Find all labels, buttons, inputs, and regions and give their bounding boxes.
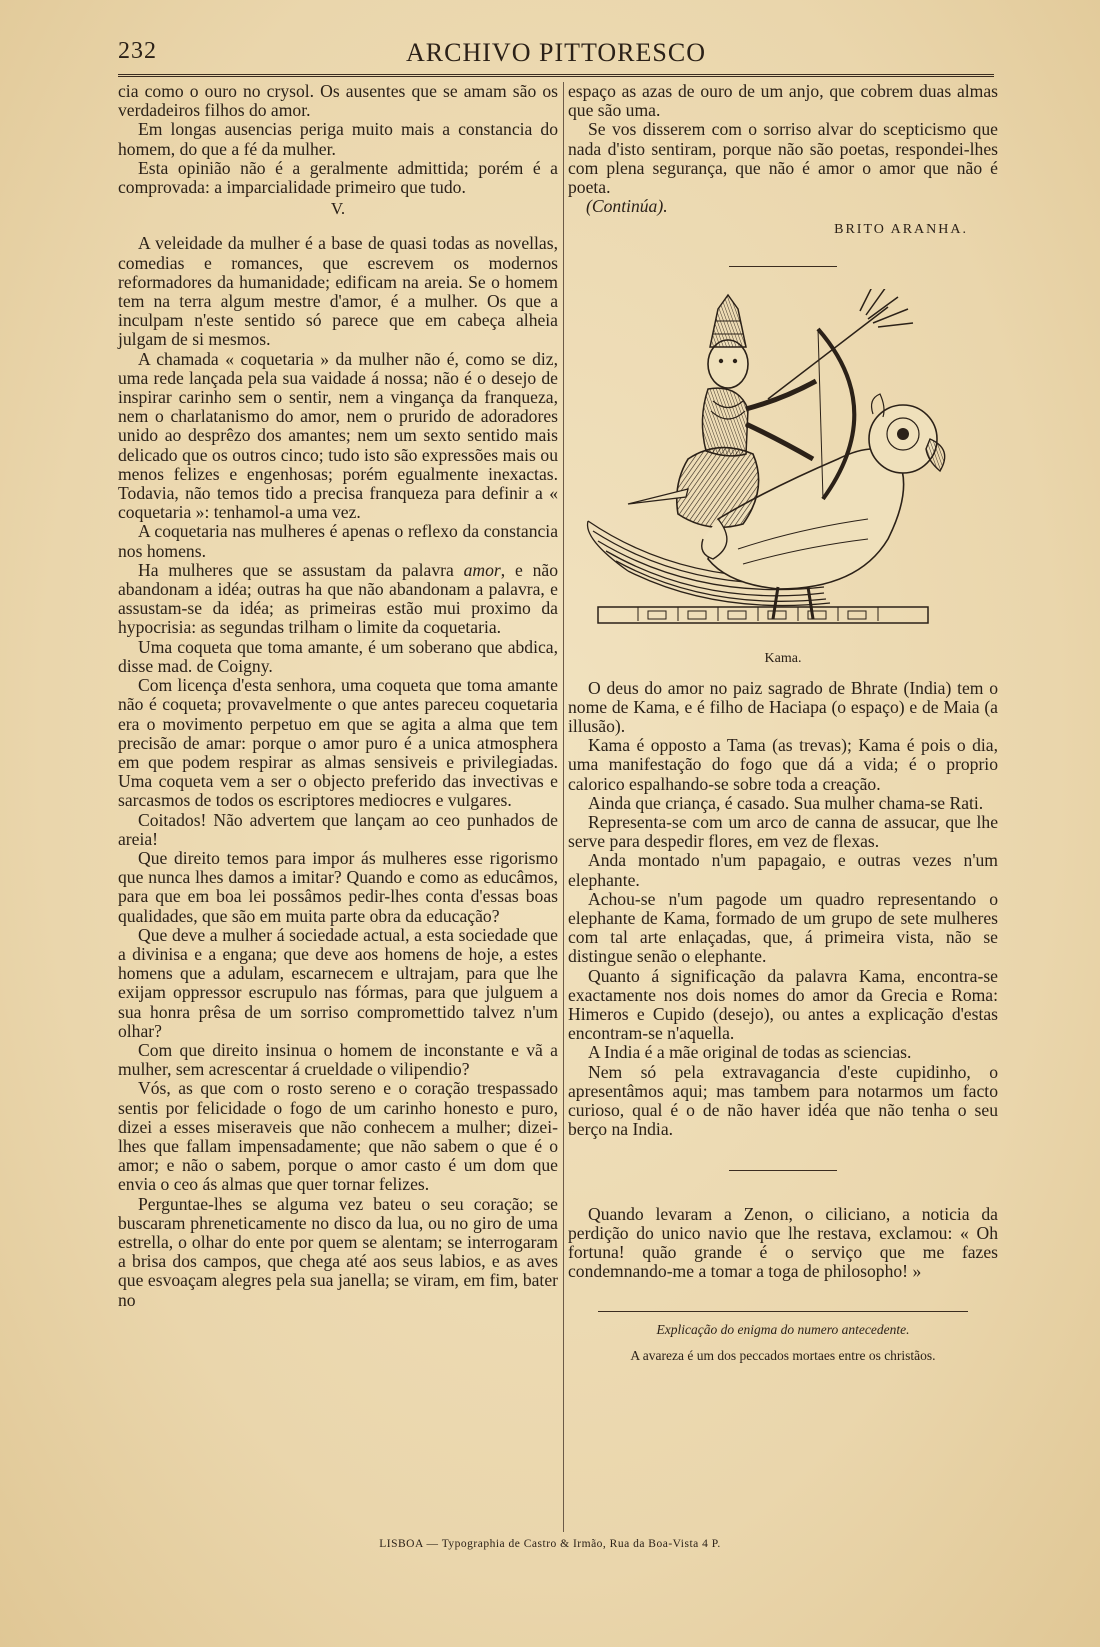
paragraph: Ainda que criança, é casado. Sua mulher chama-se Rati. bbox=[588, 792, 984, 813]
text-run: Ha mulheres que se assustam da palavra bbox=[138, 559, 464, 580]
printer-imprint: LISBOA — Typographia de Castro & Irmão, Rua da Boa-Vista 4 P. bbox=[379, 1538, 721, 1550]
paragraph: A India é a mãe original de todas as sciencias. bbox=[588, 1042, 912, 1063]
paragraph: Representa-se com um arco de canna de assucar, que lhe serve para despedir flores, em vez de flexas. bbox=[568, 812, 998, 852]
kama-illustration bbox=[568, 289, 998, 679]
paragraph: Uma coqueta que toma amante, é um soberano que abdica, disse mad. de Coigny. bbox=[118, 636, 558, 676]
paragraph: Quando levaram a Zenon, o ciliciano, a noticia da perdição do unico navio que lhe restava, exclamou: « Oh fortuna! quão grande é o serviço que me fazes condemnando-me a tomar a toga de philosopho! » bbox=[568, 1203, 998, 1282]
column-divider bbox=[563, 82, 564, 1532]
running-title: ARCHIVO PITTORESCO bbox=[406, 38, 706, 67]
paragraph: Que direito temos para impor ás mulheres esse rigorismo que nunca lhes damos a imitar? Quando e como as educâmos, para que em boa lei possâmos pedir-lhes conta d'essas boas qualidades, que são em muita parte obra da educação? bbox=[118, 847, 558, 926]
paragraph: Kama é opposto a Tama (as trevas); Kama é pois o dia, uma manifestação do fogo que dá a vida; é o proprio calorico espalhando-se sobre toda a creação. bbox=[568, 735, 998, 794]
paragraph: Achou-se n'um pagode um quadro representando o elephante de Kama, formado de um grupo de sete mulheres com tal arte enlaçadas, que, á primeira vista, não se distingue senão o elephante. bbox=[568, 888, 998, 967]
emphasis: amor bbox=[463, 559, 501, 580]
page-number: 232 bbox=[118, 38, 157, 64]
separator-rule bbox=[598, 1311, 968, 1312]
paragraph: Quanto á significação da palavra Kama, encontra-se exactamente nos dois nomes do amor da Grecia e Roma: Himeros e Cupido (desejo), ou antes a explicação d'estas encontram-se n'aquella. bbox=[568, 965, 998, 1044]
paragraph: Perguntae-lhes se alguma vez bateu o seu coração; se buscaram phreneticamente no disco da lua, ou no giro de uma estrella, o olhar do ente por quem se alentam; se interrogaram a brisa dos campos, que chega até aos seus labios, e as aves que esvoaçam alegres pela sua janella; se viram, em fim, bater no bbox=[118, 1193, 558, 1310]
enigma-title: Explicação do enigma do numero antecedente. bbox=[656, 1322, 910, 1338]
text-run: , e não abandonam a idéa; outras ha que não abandonam a palavra, e assustam-se da idéa; as primeiras estão mui proximo da hypocrisia: as segundas trilham o limite da coquetaria. bbox=[118, 559, 558, 638]
paragraph: Que deve a mulher á sociedade actual, a esta sociedade que a divinisa e a engana; que deve aos homens de hoje, a estes homens que a adulam, escarnecem e ultrajam, para que lhe exijam oppressor escrupulo nas fórmas, para que julguem a sua honra prêsa de um sorriso compromettido talvez n'um olhar? bbox=[118, 924, 558, 1041]
paragraph bbox=[118, 561, 558, 638]
separator-rule bbox=[729, 1170, 837, 1171]
paragraph: O deus do amor no paiz sagrado de Bhrate (India) tem o nome de Kama, e é filho de Haciapa (o espaço) e de Maia (a illusão). bbox=[568, 677, 998, 737]
separator-rule bbox=[729, 266, 837, 267]
paragraph: A chamada « coquetaria » da mulher não é, como se diz, uma rede lançada pela sua vaidade á nossa; não é o desejo de inspirar carinho sem o sentir, nem a vingança da franqueza, nem o charlatanismo do amor, nem o prurido de adoradores unido ao desprêzo dos amantes; nem um sexto sentido mais delicado que os outros cinco; tudo isto são expressões mais ou menos felizes e engenhosas; porém egualmente inexactas. Todavia, não temos tido a precisa franqueza para definir a « coquetaria »: tenhamol-a uma vez. bbox=[118, 348, 558, 523]
paragraph: Em longas ausencias periga muito mais a constancia do homem, do que a fé da mulher. bbox=[118, 119, 558, 159]
paragraph: Se vos disserem com o sorriso alvar do scepticismo que nada d'isto sentiram, porque não são poetas, respondei-lhes com plena segurança, que não é amor o amor que não é poeta. bbox=[568, 119, 998, 198]
paragraph: Anda montado n'um papagaio, e outras vezes n'um elephante. bbox=[568, 850, 998, 890]
paragraph: Coitados! Não advertem que lançam ao ceo punhados de areia! bbox=[118, 809, 558, 849]
paragraph: espaço as azas de ouro de um anjo, que cobrem duas almas que são uma. bbox=[568, 81, 998, 121]
header-rule bbox=[118, 74, 994, 77]
paragraph: Com licença d'esta senhora, uma coqueta que toma amante não é coqueta; provavelmente o que antes pareceu coquetaria era o movimento perpetuo em que se agita a alma que tem precisão de amar: porque o amor puro é a unica atmosphera em que podem respirar as almas sensiveis e privilegiadas. Uma coqueta vem a ser o objecto preferido das invectivas e sarcasmos de todos os escriptores mediocres e vulgares. bbox=[118, 675, 558, 811]
left-column bbox=[118, 82, 558, 1310]
paragraph: cia como o ouro no crysol. Os ausentes que se amam são os verdadeiros filhos do amor. bbox=[118, 81, 558, 121]
figure-caption: Kama. bbox=[764, 650, 802, 666]
page-header bbox=[118, 38, 994, 72]
paragraph: Esta opinião não é a geralmente admittida; porém é a comprovada: a imparcialidade primeiro que tudo. bbox=[118, 157, 558, 198]
kama-engraving bbox=[568, 289, 998, 639]
continued-note: (Continúa). bbox=[586, 196, 668, 217]
paragraph: A coquetaria nas mulheres é apenas o reflexo da constancia nos homens. bbox=[118, 521, 558, 561]
author-signature: BRITO ARANHA. bbox=[834, 222, 968, 238]
paragraph: Com que direito insinua o homem de inconstante e vã a mulher, sem acrescentar á crueldade o vilipendio? bbox=[118, 1039, 558, 1080]
right-column bbox=[568, 82, 998, 1365]
paragraph: Vós, as que com o rosto sereno e o coração trespassado sentis por felicidade o fogo de um carinho honesto e puro, dizei a esses miseraveis que não conhecem a mulher; dizei-lhes que fallam impensadamente; que não sabem o que é o amor; e não o sabem, porque o amor casto é um dom que envia o ceo ás almas que quer tornar felizes. bbox=[118, 1078, 558, 1195]
enigma-solution: A avareza é um dos peccados mortaes entre os christãos. bbox=[630, 1347, 936, 1363]
section-number: V. bbox=[330, 199, 346, 219]
paragraph: A veleidade da mulher é a base de quasi todas as novellas, comedias e romances, que escrevem os modernos reformadores da humanidade; edificam na areia. Se o homem tem na terra algum mestre d'amor, é a mulher. Os que a inculpam n'este sentido só parece que em cabeça alheia julgam de si mesmos. bbox=[118, 233, 558, 350]
paragraph: Nem só pela extravagancia d'este cupidinho, o apresentâmos aqui; mas tambem para notarmos um facto curioso, qual é o de não haver idéa que não tenha o seu berço na India. bbox=[568, 1061, 998, 1140]
